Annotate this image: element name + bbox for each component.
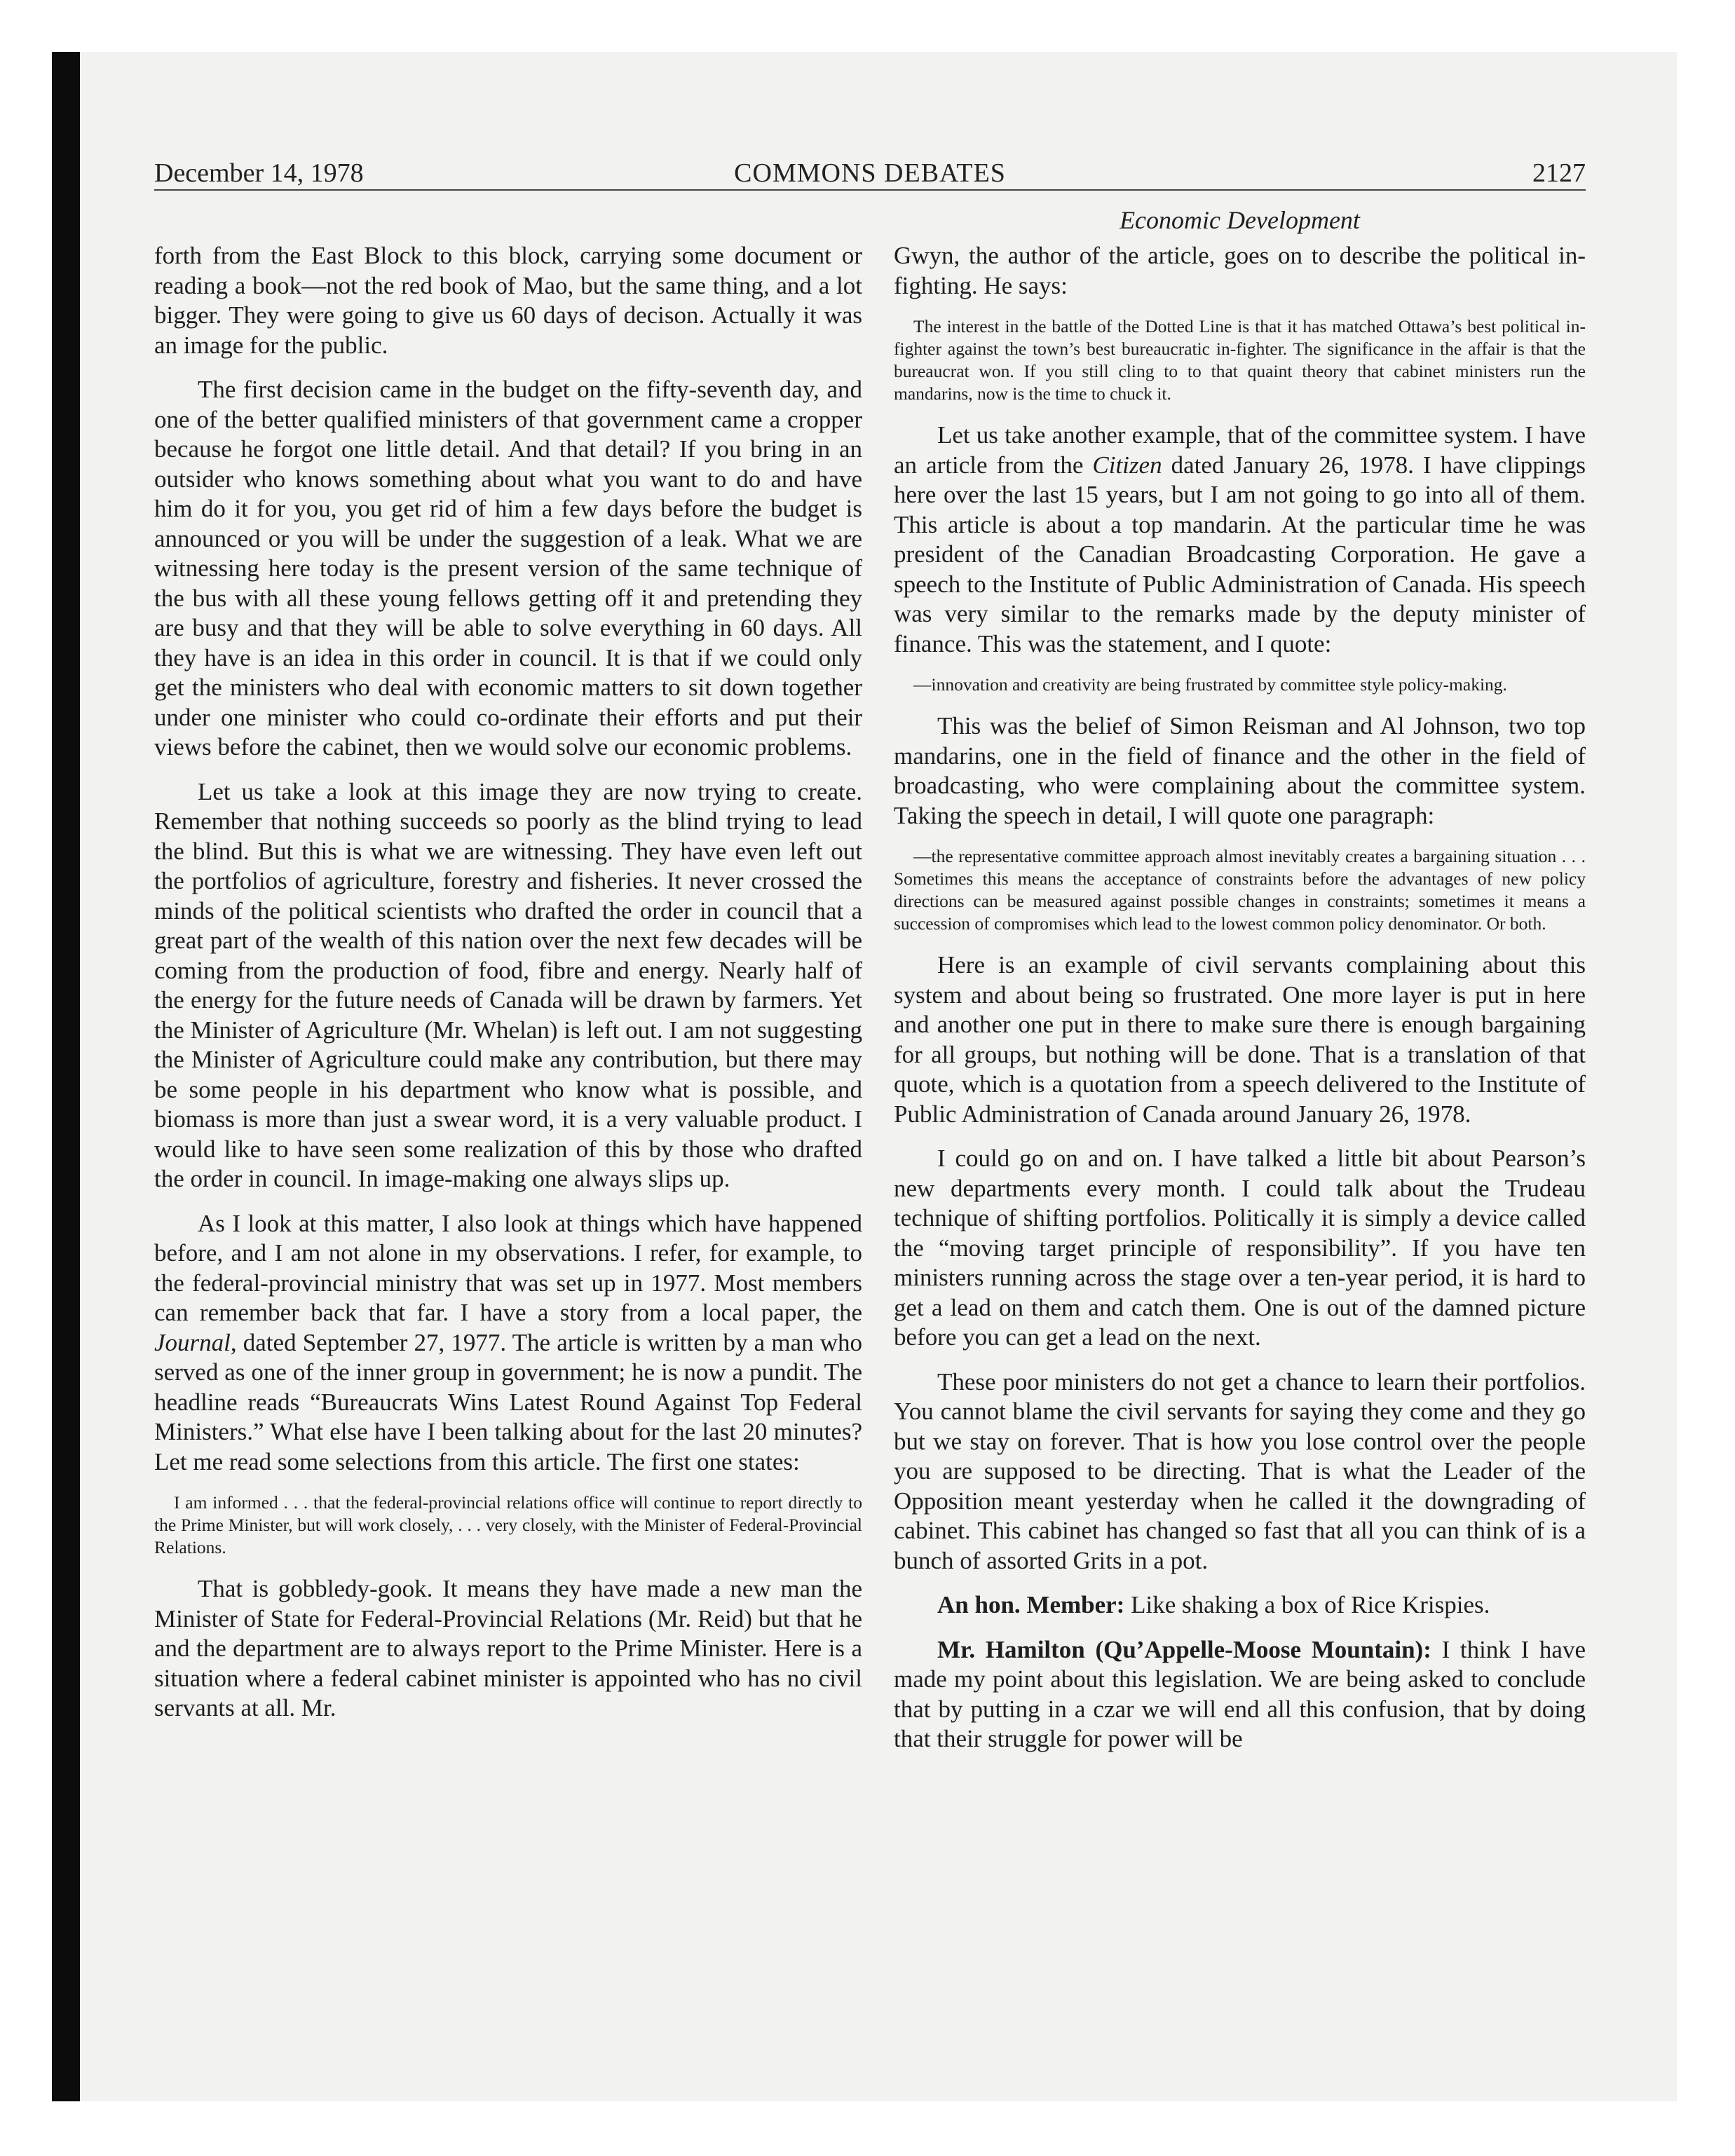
paragraph: Gwyn, the author of the article, goes on to describe the political in-fighting. He says: <box>894 242 1586 299</box>
block-quote: —the representative committee approach almost inevitably creates a bargaining situation . . . Sometimes this means the acceptance of constraints before the advantages of new policy directions can be measured against possible changes in constraints; sometimes it means a succession of compromises which lead to the lowest common policy denominator. Or both. <box>894 846 1586 934</box>
paragraph: That is gobbledy-gook. It means they have made a new man the Minister of State for Federal-Provincial Relations (Mr. Reid) but that he and the department are to always report to the Prime Minister. Here is a situation where a federal cabinet minister is appointed who has no civil servants at all. Mr. <box>154 1575 862 1721</box>
speaker-name: An hon. Member: <box>937 1591 1125 1618</box>
publication-name: Citizen <box>1092 451 1162 479</box>
block-quote: —innovation and creativity are being frustrated by committee style policy-making. <box>913 674 1507 695</box>
scan-edge-shadow <box>52 52 80 2101</box>
paragraph: Let us take a look at this image they are now trying to create. Remember that nothing succeeds so poorly as the blind trying to lead the blind. But this is what we are witnessing. They have even left out the portfolios of agriculture, forestry and fisheries. It never crossed the minds of the political scientists who drafted the order in council that a great part of the wealth of this nation over the next few decades will be coming from the production of food, fibre and energy. Nearly half of the energy for the future needs of Canada will be drawn by farmers. Yet the Minister of Agriculture (Mr. Whelan) is left out. I am not suggesting the Minister of Agriculture could make any contribution, but there may be some people in his department who know what is possible, and biomass is more than just a swear word, it is a very valuable product. I would like to have seen some realization of this by those who drafted the order in council. In image-making one always slips up. <box>154 777 862 1192</box>
page-number: 2127 <box>1532 158 1586 188</box>
right-column <box>894 241 1586 1769</box>
text-run: Let us take another example, that of the committee system. I have an article from the <box>894 421 1586 479</box>
paragraph: This was the belief of Simon Reisman and Al Johnson, two top mandarins, one in the field of finance and the other in the field of broadcasting, who were complaining about the committee system. Taking the speech in detail, I will quote one paragraph: <box>894 712 1586 829</box>
header-rule <box>154 189 1586 191</box>
text-run: I think I have made my point about this legislation. We are being asked to conclude that by putting in a czar we will end all this confusion, that by doing that their struggle for power will be <box>894 1635 1586 1752</box>
paragraph: These poor ministers do not get a chance to learn their portfolios. You cannot blame the civil servants for saying they come and they go but we stay on forever. That is how you lose control over the people you are supposed to be directing. That is what the Leader of the Opposition meant yesterday when he called it the downgrading of cabinet. This cabinet has changed so fast that all you can think of is a bunch of assorted Grits in a pot. <box>894 1367 1586 1574</box>
paragraph: Here is an example of civil servants complaining about this system and about being so frustrated. One more layer is put in here and another one put in there to make sure there is enough bargaining for all groups, but nothing will be done. That is a translation of that quote, which is a quotation from a speech delivered to the Institute of Public Administration of Canada around January 26, 1978. <box>894 951 1586 1128</box>
running-title: Economic Development <box>1120 206 1360 234</box>
paragraph <box>154 1209 862 1478</box>
text-run: Like shaking a box of Rice Krispies. <box>1124 1591 1490 1618</box>
paragraph <box>894 1635 1586 1754</box>
speaker-name: Mr. Hamilton (Qu’Appelle-Moose Mountain): <box>937 1635 1431 1663</box>
paragraph: forth from the East Block to this block, carrying some document or reading a book—not the red book of Mao, but the same thing, and a lot bigger. They were going to give us 60 days of decison. Actually it was an image for the public. <box>154 242 862 359</box>
text-run: As I look at this matter, I also look at things which have happened before, and I am not alone in my observations. I refer, for example, to the federal-provincial ministry that was set up in 1977. Most members can remember back that far. I have a story from a local paper, the <box>154 1209 862 1326</box>
block-quote: The interest in the battle of the Dotted Line is that it has matched Ottawa’s best political in-fighter against the town’s best bureaucratic in-fighter. The significance in the affair is that the bureaucrat won. If you still cling to to that quaint theory that cabinet ministers run the mandarins, now is the time to chuck it. <box>894 316 1586 404</box>
paragraph: I could go on and on. I have talked a little bit about Pearson’s new departments every month. I could talk about the Trudeau technique of shifting portfolios. Politically it is simply a device called the “moving target principle of responsibility”. If you have ten ministers running across the stage over a ten-year period, it is hard to get a lead on them and catch them. One is out of the damned picture before you can get a lead on the next. <box>894 1145 1586 1351</box>
left-column <box>154 241 862 1738</box>
page-header <box>154 156 1586 191</box>
publication-name: Journal <box>154 1328 231 1356</box>
header-title: COMMONS DEBATES <box>734 158 1006 188</box>
text-run: dated January 26, 1978. I have clippings here over the last 15 years, but I am not going to go into all of them. This article is about a top mandarin. At the particular time he was president of the Canadian Broadcasting Corporation. He gave a speech to the Institute of Public Administration of Canada. His speech was very similar to the remarks made by the deputy minister of finance. This was the statement, and I quote: <box>894 451 1586 657</box>
text-run: , dated September 27, 1977. The article is written by a man who served as one of the inner group in government; he is now a pundit. The headline reads “Bureaucrats Wins Latest Round Against Top Federal Ministers.” What else have I been talking about for the last 20 minutes? Let me read some selections from this article. The first one states: <box>154 1328 862 1475</box>
paragraph: The first decision came in the budget on the fifty-seventh day, and one of the better qualified ministers of that government came a cropper because he forgot one little detail. And that detail? If you bring in an outsider who knows something about what you want to do and have him do it for you, you get rid of him a few days before the budget is announced or you will be under the suggestion of a leak. What we are witnessing here today is the present version of the same technique of the bus with all these young fellows getting off it and pretending they are busy and that they will be able to solve everything in 60 days. All they have is an idea in this order in council. It is that if we could only get the ministers who deal with economic matters to sit down together under one minister who could co-ordinate their efforts and put their views before the cabinet, then we would solve our economic problems. <box>154 376 862 760</box>
paragraph <box>894 1590 1586 1621</box>
header-date: December 14, 1978 <box>154 158 364 188</box>
paragraph <box>894 421 1586 659</box>
block-quote: I am informed . . . that the federal-provincial relations office will continue to report directly to the Prime Minister, but will work closely, . . . very closely, with the Minister of Federal-Provincial Relations. <box>154 1492 862 1557</box>
